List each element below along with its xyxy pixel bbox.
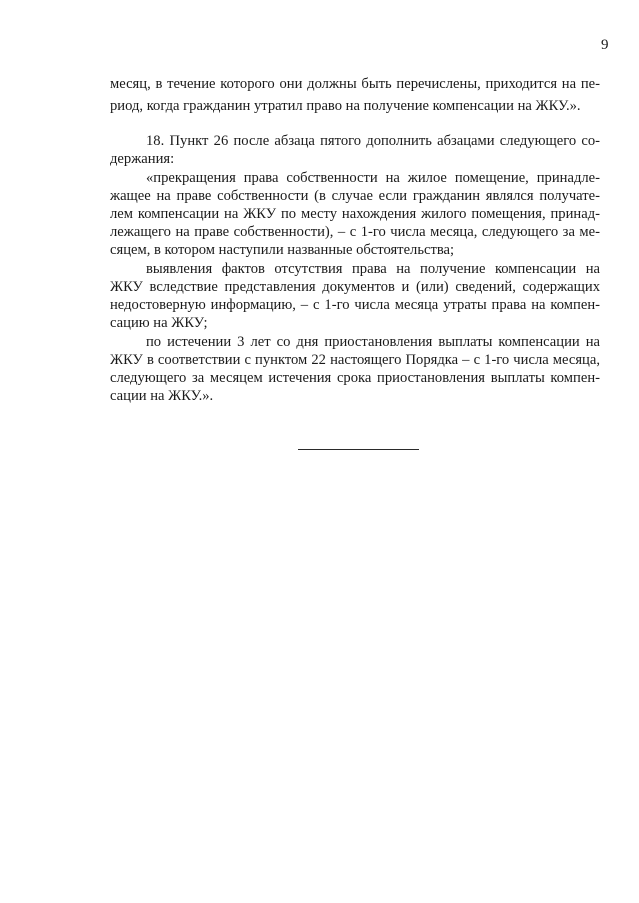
text-line: жащее на праве собственности (в случае если гражданин являлся получате-: [110, 188, 600, 204]
text-line: лежащего на праве собственности), – с 1-го числа месяца, следующего за ме-: [110, 224, 600, 240]
page-number: 9: [601, 37, 609, 53]
paragraph-first-line: 18. Пункт 26 после абзаца пятого дополнить абзацами следующего со-: [146, 133, 600, 149]
text-line: лем компенсации на ЖКУ по месту нахождения жилого помещения, принад-: [110, 206, 600, 222]
text-line: следующего за месяцем истечения срока приостановления выплаты компен-: [110, 370, 600, 386]
text-line: сяцем, в котором наступили названные обстоятельства;: [110, 242, 455, 258]
text-line: сацию на ЖКУ;: [110, 315, 208, 331]
text-line: риод, когда гражданин утратил право на получение компенсации на ЖКУ.».: [110, 98, 581, 114]
text-line: ЖКУ в соответствии с пунктом 22 настоящего Порядка – с 1-го числа месяца,: [110, 352, 600, 368]
paragraph-first-line: «прекращения права собственности на жилое помещение, принадле-: [146, 170, 600, 186]
paragraph-first-line: по истечении 3 лет со дня приостановления выплаты компенсации на: [146, 334, 600, 350]
paragraph-first-line: выявления фактов отсутствия права на получение компенсации на: [146, 261, 600, 277]
text-line: недостоверную информацию, – с 1-го числа месяца утраты права на компен-: [110, 297, 600, 313]
text-line: сации на ЖКУ.».: [110, 388, 214, 404]
end-divider: [298, 449, 419, 450]
text-line: месяц, в течение которого они должны быть перечислены, приходится на пе-: [110, 76, 600, 92]
text-line: ЖКУ вследствие представления документов и (или) сведений, содержащих: [110, 279, 600, 295]
text-line: держания:: [110, 151, 175, 167]
